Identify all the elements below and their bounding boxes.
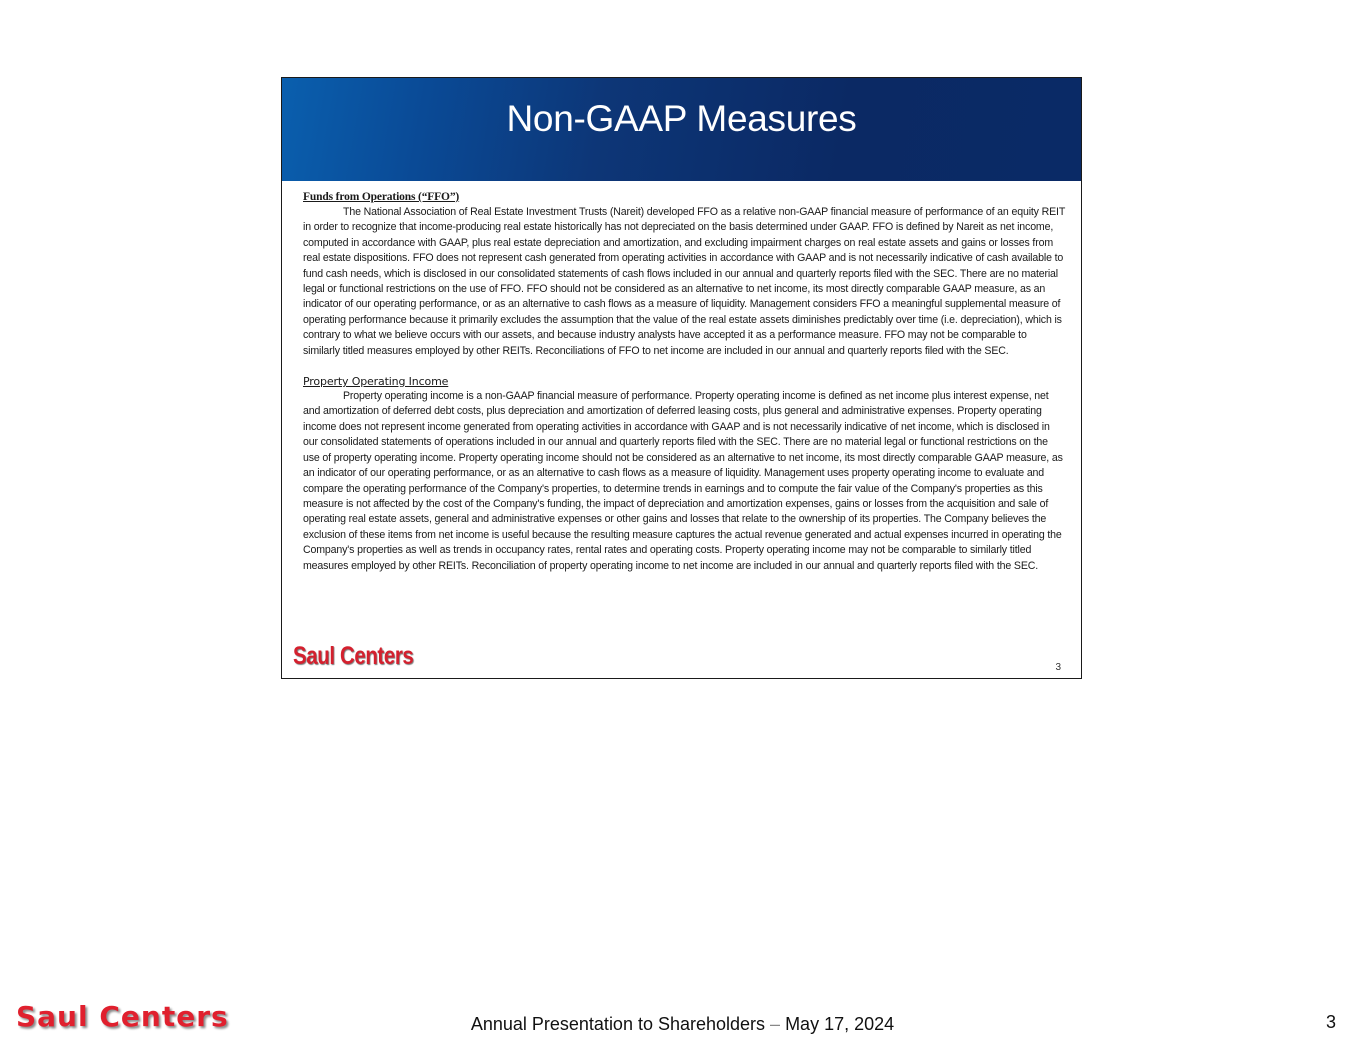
slide-header-banner — [282, 78, 1081, 181]
footer-caption-date: May 17, 2024 — [780, 1014, 895, 1034]
slide-thumbnail — [281, 77, 1082, 679]
ffo-heading: Funds from Operations (“FFO”) — [303, 191, 460, 203]
footer-caption-dash: – — [770, 1014, 781, 1034]
ffo-paragraph: The National Association of Real Estate Investment Trusts (Nareit) developed FFO as a relative non-GAAP financial measure of performance of an equity REIT in order to recognize that income-producing real estate historically has not depreciated on the basis determined under GAAP. FFO is defined by Nareit as net income, computed in accordance with GAAP, plus real estate depreciation and amortization, and excluding impairment charges on real estate assets and gains or losses from real estate dispositions. FFO does not represent cash generated from operating activities in accordance with GAAP and is not necessarily indicative of cash available to fund cash needs, which is disclosed in our consolidated statements of cash flows included in our annual and quarterly reports filed with the SEC. There are no material legal or functional restrictions on the use of FFO. FFO should not be considered as an alternative to net income, its most directly comparable GAAP measure, as an indicator of our operating performance, or as an alternative to cash flows as a measure of liquidity. Management considers FFO a meaningful supplemental measure of operating performance because it primarily excludes the assumption that the value of the real estate assets diminishes predictably over time (i.e. depreciation), which is contrary to what we believe occurs with our assets, and because industry analysts have accepted it as a performance measure. FFO may not be comparable to similarly titled measures employed by other REITs. Reconciliations of FFO to net income are included in our annual and quarterly reports filed with the SEC. — [303, 206, 1065, 357]
property-operating-income-heading: Property Operating Income — [303, 375, 449, 389]
slide-title: Non-GAAP Measures — [506, 98, 857, 139]
footer-company-logo: Saul Centers — [16, 1000, 229, 1033]
footer-caption-title: Annual Presentation to Shareholders — [470, 1014, 771, 1034]
slide-company-logo: Saul Centers — [293, 642, 414, 670]
footer-page-number: 3 — [1325, 1012, 1336, 1032]
slide-body — [303, 190, 1065, 574]
property-operating-income-paragraph: Property operating income is a non-GAAP financial measure of performance. Property operating income is defined as net income plus interest expense, net and amortization of deferred debt costs, plus depreciation and amortization of deferred leasing costs, plus general and administrative expenses. Property operating income does not represent income generated from operating activities in accordance with GAAP and is not necessarily indicative of net income, which is disclosed in our consolidated statements of operations included in our annual and quarterly reports filed with the SEC. There are no material legal or functional restrictions on the use of property operating income. Property operating income should not be considered as an alternative to net income, its most directly comparable GAAP measure, as an indicator of our operating performance, or as an alternative to cash flows as a measure of liquidity. Management uses property operating income to evaluate and compare the operating performance of the Company's properties, to determine trends in earnings and to compute the fair value of the Company's properties as this measure is not affected by the cost of the Company's funding, the impact of depreciation and amortization expenses, gains or losses from the acquisition and sale of operating real estate assets, general and administrative expenses or other gains and losses that relate to the ownership of its properties. The Company believes the exclusion of these items from net income is useful because the resulting measure captures the actual revenue generated and actual expenses incurred in operating the Company's properties as well as trends in occupancy rates, rental rates and operating costs. Property operating income may not be comparable to similarly titled measures employed by other REITs. Reconciliation of property operating income to net income are included in our annual and quarterly reports filed with the SEC. — [303, 390, 1063, 572]
slide-page-number: 3 — [1055, 662, 1061, 673]
footer-caption — [0, 1014, 1365, 1035]
